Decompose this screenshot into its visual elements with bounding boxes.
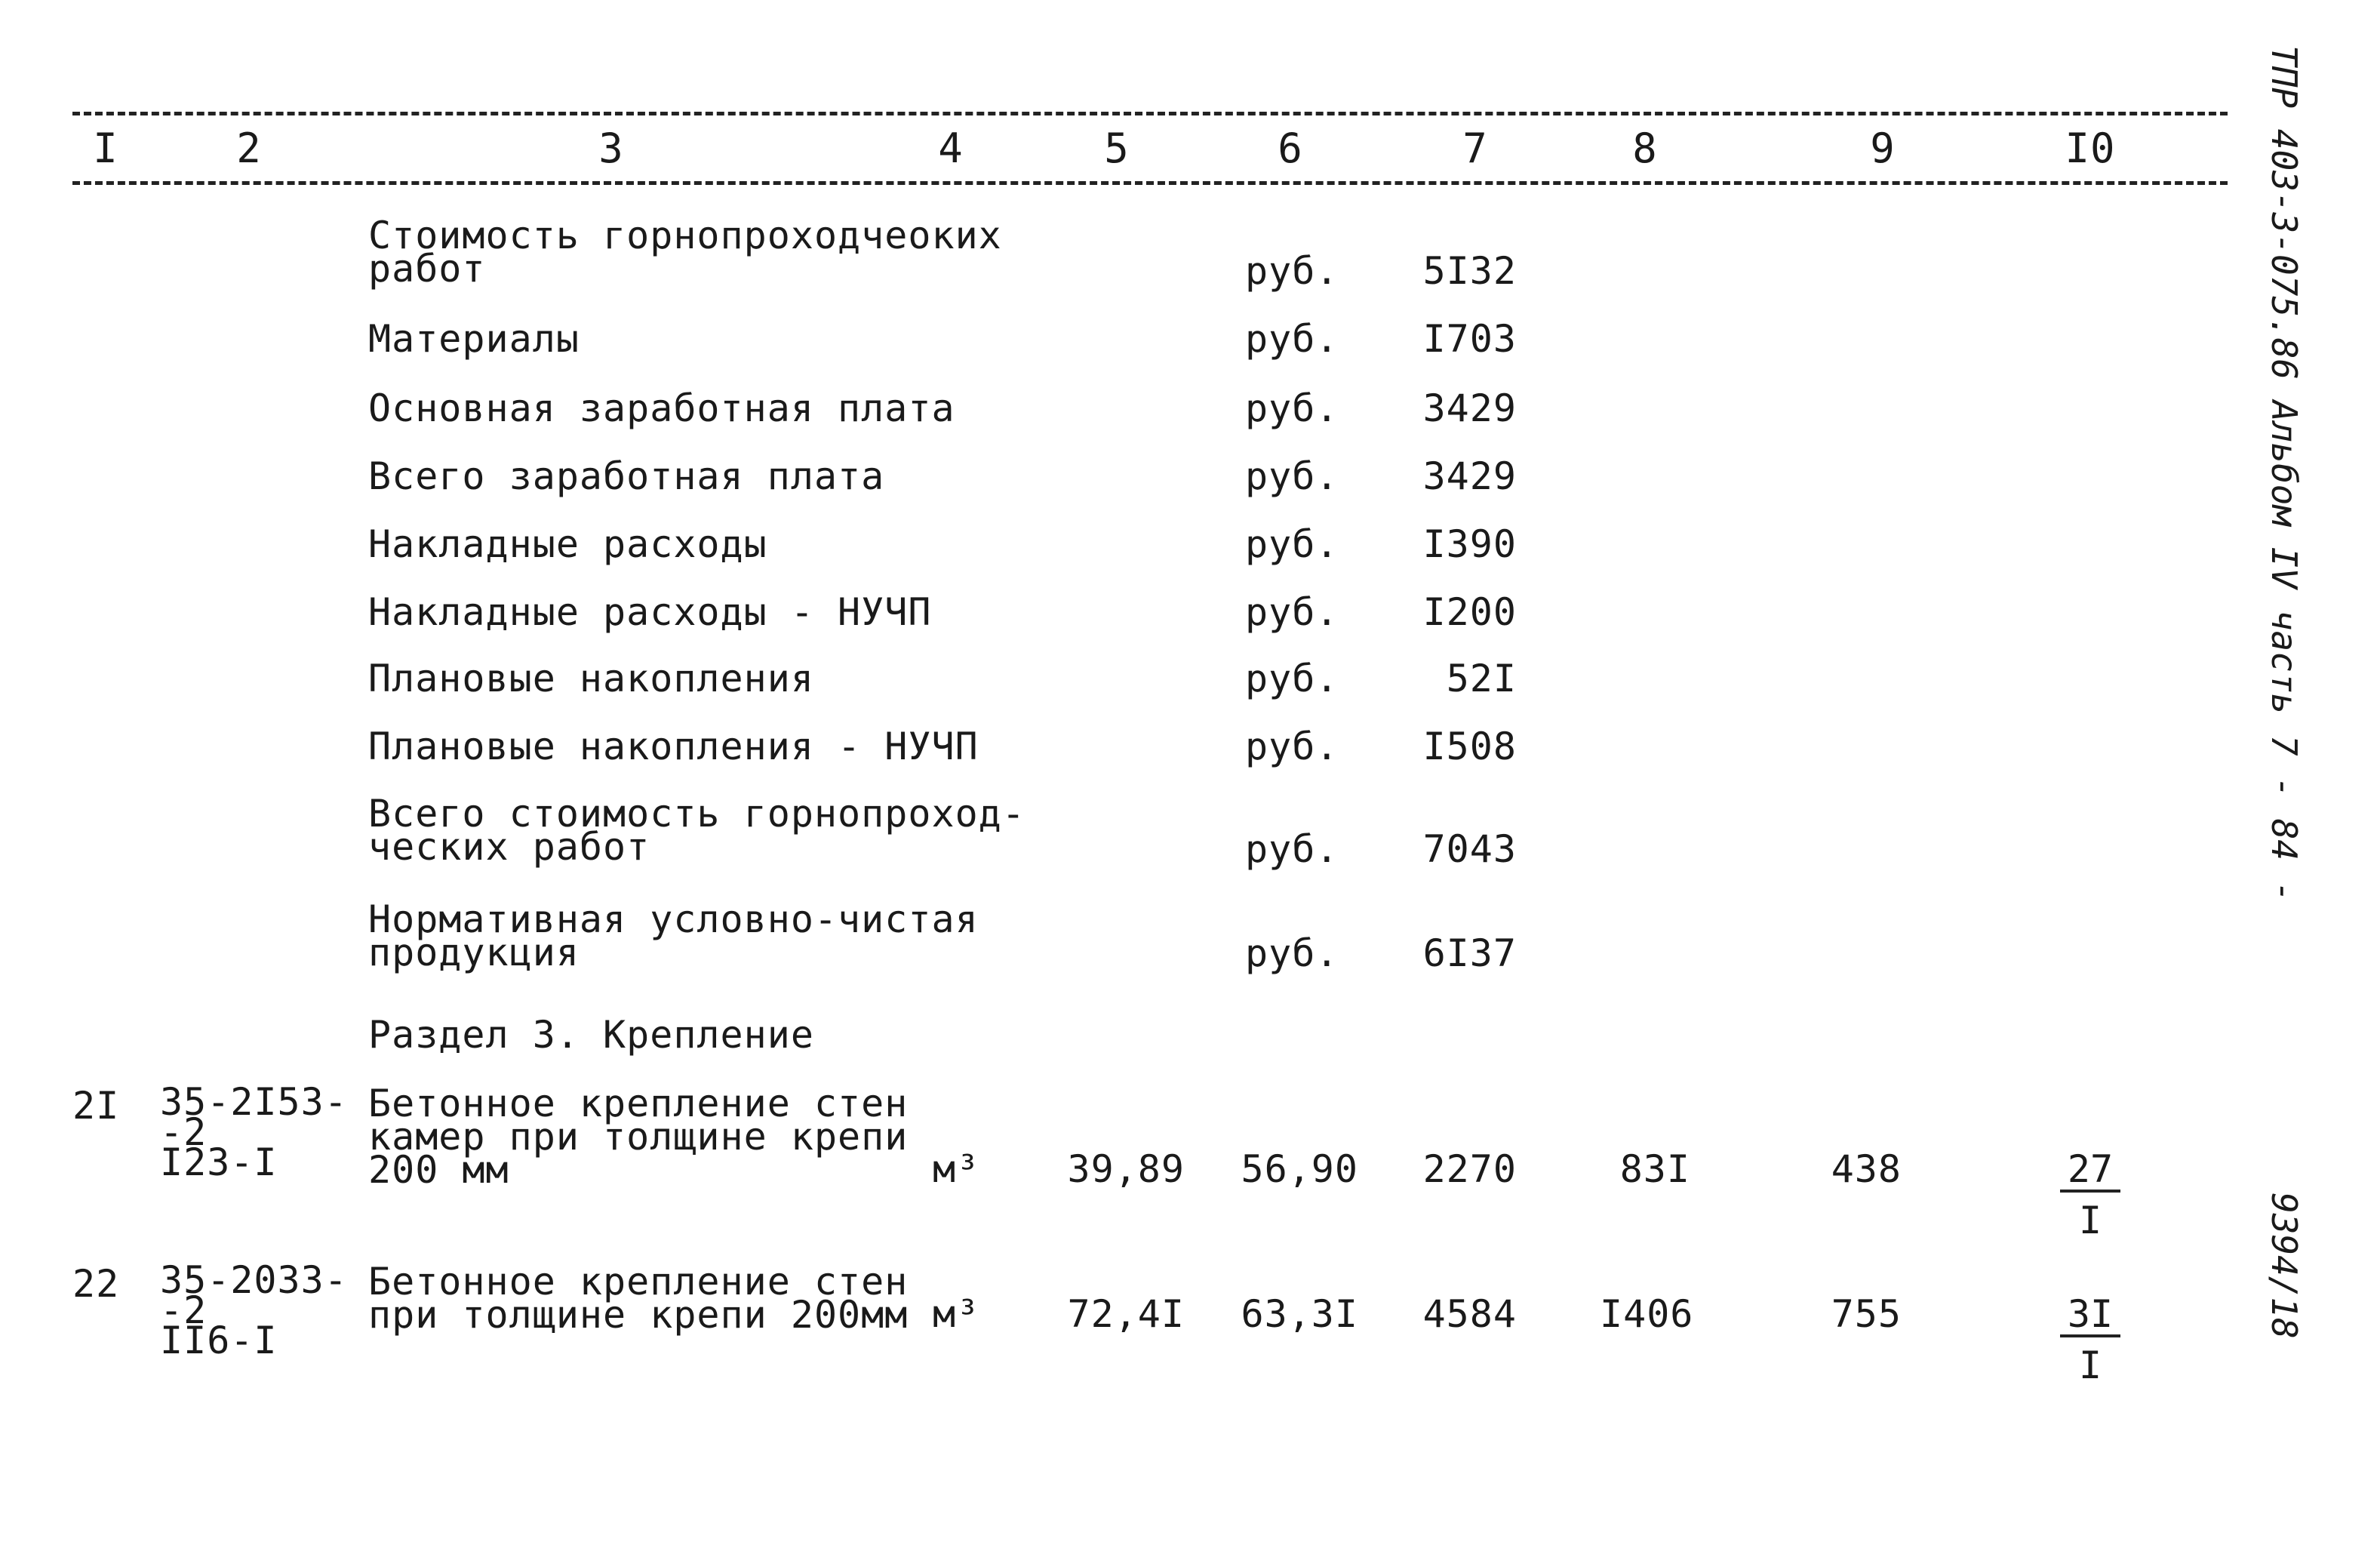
fraction-numerator: 3I xyxy=(2060,1295,2120,1337)
margin-stamp-number: 9394/18 xyxy=(2264,1193,2305,1339)
summary-value: I200 xyxy=(1422,590,1517,634)
column-header-3: 3 xyxy=(598,125,624,172)
item-code: 35-2033- -2 II6-I xyxy=(160,1258,348,1362)
summary-value: I390 xyxy=(1422,522,1517,566)
item-number: 2I xyxy=(72,1084,120,1128)
column-header-2: 2 xyxy=(236,125,262,172)
summary-label: Нормативная условно-чистая продукция xyxy=(368,897,979,974)
section-title: Раздел 3. Крепление xyxy=(368,1013,814,1057)
item-name: Бетонное крепление стен камер при толщине крепи 200 мм xyxy=(368,1082,909,1192)
column-header-7: 7 xyxy=(1462,125,1488,172)
summary-label: Материалы xyxy=(368,317,580,361)
summary-label: Стоимость горнопроходчеоких работ xyxy=(368,214,1002,291)
summary-unit: руб. xyxy=(1245,386,1339,430)
summary-value: I508 xyxy=(1422,725,1517,768)
item-name: Бетонное крепление стен при толщине крепи 200мм xyxy=(368,1260,909,1337)
item-col5: 39,89 xyxy=(1067,1147,1185,1191)
item-number: 22 xyxy=(72,1262,120,1306)
fraction-denominator: I xyxy=(2078,1199,2102,1242)
margin-document-reference: ТПР 403-3-075.86 Альбом IV часть 7 - 84 - xyxy=(2264,45,2305,903)
column-header-1: I xyxy=(93,125,118,172)
item-unit: м³ xyxy=(933,1147,980,1191)
summary-label: Всего стоимость горнопроход- ческих работ xyxy=(368,792,1025,869)
summary-unit: руб. xyxy=(1245,522,1339,566)
column-header-10: I0 xyxy=(2065,125,2116,172)
summary-label: Накладные расходы - НУЧП xyxy=(368,590,932,634)
header-top-rule xyxy=(72,112,2228,115)
header-bottom-rule xyxy=(72,181,2228,185)
summary-value: 52I xyxy=(1446,657,1517,700)
item-unit: м³ xyxy=(933,1292,980,1336)
summary-label: Основная заработная плата xyxy=(368,386,955,430)
summary-label: Всего заработная плата xyxy=(368,454,885,498)
item-col9: 755 xyxy=(1831,1292,1902,1336)
summary-unit: руб. xyxy=(1245,454,1339,498)
summary-value: 5I32 xyxy=(1422,249,1517,293)
summary-value: 7043 xyxy=(1422,827,1517,871)
item-col6: 56,90 xyxy=(1241,1147,1358,1191)
summary-unit: руб. xyxy=(1245,590,1339,634)
column-header-6: 6 xyxy=(1278,125,1303,172)
summary-unit: руб. xyxy=(1245,931,1339,975)
item-col5: 72,4I xyxy=(1067,1292,1185,1336)
summary-value: 6I37 xyxy=(1422,931,1517,975)
summary-value: 3429 xyxy=(1422,386,1517,430)
fraction-denominator: I xyxy=(2078,1343,2102,1387)
summary-value: 3429 xyxy=(1422,454,1517,498)
item-col10-fraction xyxy=(2037,1147,2143,1242)
summary-unit: руб. xyxy=(1245,249,1339,293)
summary-unit: руб. xyxy=(1245,827,1339,871)
column-header-4: 4 xyxy=(938,125,964,172)
item-col6: 63,3I xyxy=(1241,1292,1358,1336)
item-col8: I406 xyxy=(1600,1292,1694,1336)
item-col7: 4584 xyxy=(1422,1292,1517,1336)
column-header-5: 5 xyxy=(1104,125,1130,172)
summary-label: Плановые накопления - НУЧП xyxy=(368,725,979,768)
column-header-9: 9 xyxy=(1870,125,1896,172)
fraction-numerator: 27 xyxy=(2060,1150,2120,1193)
item-col8: 83I xyxy=(1619,1147,1690,1191)
item-col9: 438 xyxy=(1831,1147,1902,1191)
item-col7: 2270 xyxy=(1422,1147,1517,1191)
item-col10-fraction xyxy=(2037,1292,2143,1387)
summary-label: Накладные расходы xyxy=(368,522,767,566)
summary-unit: руб. xyxy=(1245,657,1339,700)
summary-unit: руб. xyxy=(1245,317,1339,361)
item-code: 35-2I53- -2 I23-I xyxy=(160,1080,348,1184)
summary-unit: руб. xyxy=(1245,725,1339,768)
summary-label: Плановые накопления xyxy=(368,657,814,700)
column-header-8: 8 xyxy=(1632,125,1658,172)
summary-value: I703 xyxy=(1422,317,1517,361)
